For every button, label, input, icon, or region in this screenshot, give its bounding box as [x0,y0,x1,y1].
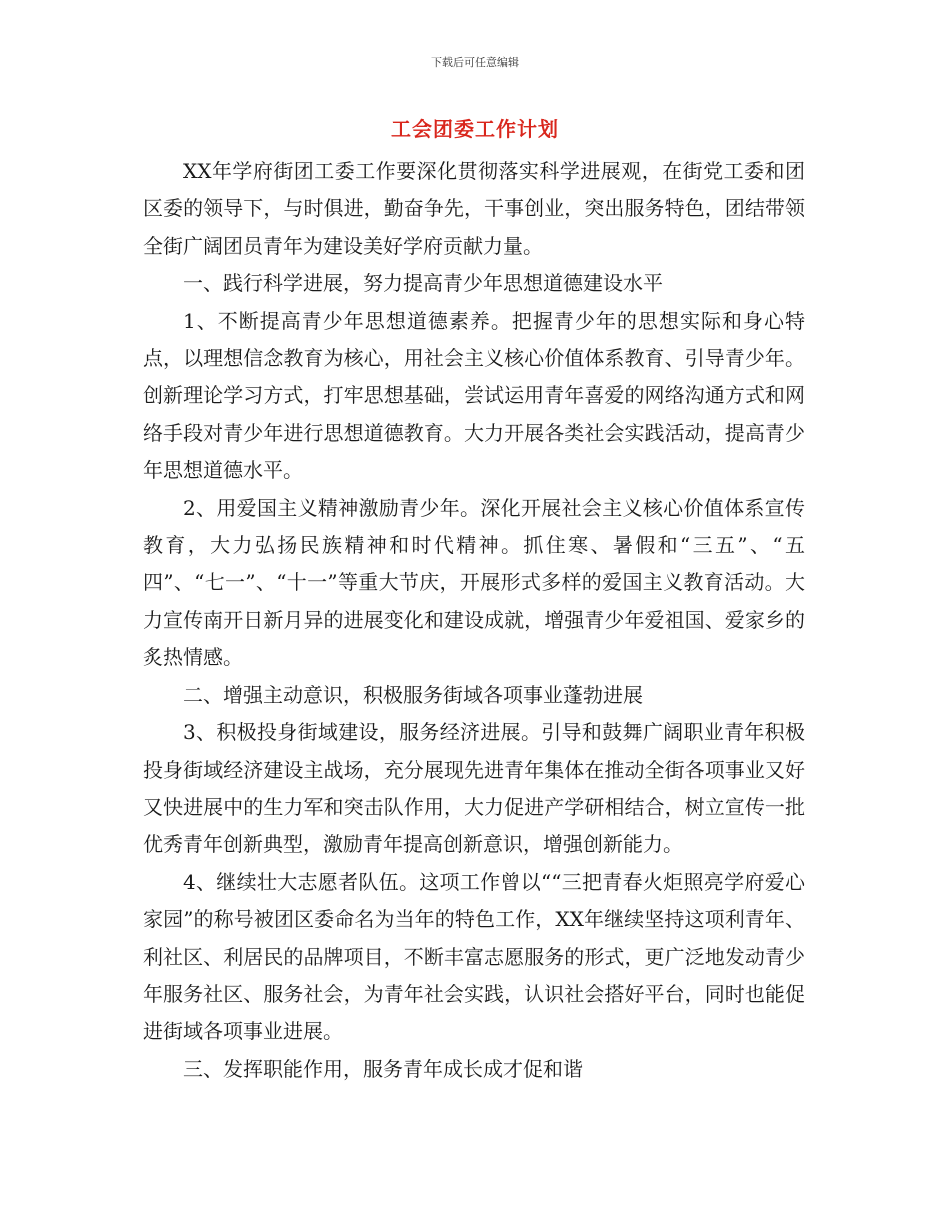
paragraph-intro: XX年学府街团工委工作要深化贯彻落实科学进展观，在街党工委和团区委的领导下，与时俱进，勤奋争先，干事创业，突出服务特色，团结带领全街广阔团员青年为建设美好学府贡献力量。 [143,159,805,258]
section-heading-1: 一、践行科学进展，努力提高青少年思想道德建设水平 [183,271,663,296]
header-note: 下载后可任意编辑 [431,56,519,69]
paragraph-item-3: 3、积极投身街域建设，服务经济进展。引导和鼓舞广阔职业青年积极投身街域经济建设主战场，充分展现先进青年集体在推动全街各项事业又好又快进展中的生力军和突击队作用，大力促进产学研相结合，树立宣传一批优秀青年创新典型，激励青年提高创新意识，增强创新能力。 [143,720,805,857]
paragraph-item-1: 1、不断提高青少年思想道德素养。把握青少年的思想实际和身心特点，以理想信念教育为核心，用社会主义核心价值体系教育、引导青少年。创新理论学习方式，打牢思想基础，尝试运用青年喜爱的网络沟通方式和网络手段对青少年进行思想道德教育。大力开展各类社会实践活动，提高青少年思想道德水平。 [143,308,805,483]
document-title: 工会团委工作计划 [391,117,559,141]
paragraph-item-4: 4、继续壮大志愿者队伍。这项工作曾以““三把青春火炬照亮学府爱心家园”的称号被团区委命名为当年的特色工作，XX年继续坚持这项利青年、利社区、利居民的品牌项目，不断丰富志愿服务的形式，更广泛地发动青少年服务社区、服务社会，为青年社会实践，认识社会搭好平台，同时也能促进街域各项事业进展。 [143,869,805,1044]
paragraph-item-2: 2、用爱国主义精神激励青少年。深化开展社会主义核心价值体系宣传教育，大力弘扬民族精神和时代精神。抓住寒、暑假和“三五”、“五四”、“七一”、“十一”等重大节庆，开展形式多样的爱国主义教育活动。大力宣传南开日新月异的进展变化和建设成就，增强青少年爱祖国、爱家乡的炙热情感。 [143,495,805,670]
document-body [143,153,805,1088]
section-heading-3: 三、发挥职能作用，服务青年成长成才促和谐 [183,1056,583,1081]
section-heading-2: 二、增强主动意识，积极服务街域各项事业蓬勃进展 [183,682,643,707]
